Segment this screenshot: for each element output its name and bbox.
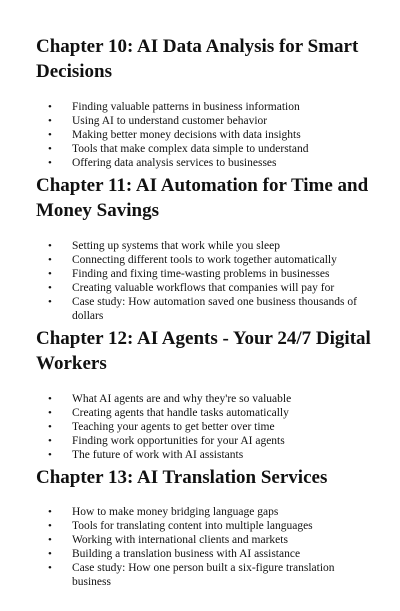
bullet-icon: • [48, 548, 52, 560]
list-item-text: Finding valuable patterns in business information [72, 101, 300, 113]
chapter-12-section [36, 326, 376, 462]
list-item-text: Creating agents that handle tasks automatically [72, 407, 289, 419]
list-item-text: Using AI to understand customer behavior [72, 115, 268, 127]
bullet-icon: • [48, 562, 52, 574]
chapter-10-title: Chapter 10: AI Data Analysis for Smart Decisions [36, 36, 359, 82]
bullet-icon: • [48, 449, 52, 461]
bullet-icon: • [48, 115, 52, 127]
list-item [36, 253, 376, 267]
list-item [36, 392, 376, 406]
bullet-icon: • [48, 240, 52, 252]
bullet-icon: • [48, 407, 52, 419]
list-item [36, 448, 376, 462]
bullet-icon: • [48, 157, 52, 169]
bullet-icon: • [48, 421, 52, 433]
list-item-text: How to make money bridging language gaps [72, 506, 279, 518]
list-item [36, 561, 376, 589]
chapter-13-section [36, 465, 376, 589]
bullet-icon: • [48, 296, 52, 308]
list-item [36, 420, 376, 434]
chapter-12-title: Chapter 12: AI Agents - Your 24/7 Digital Workers [36, 328, 371, 374]
list-item-text: Case study: How one person built a six-figure translation business [72, 562, 335, 588]
list-item [36, 547, 376, 561]
chapter-12-topic-list [36, 392, 376, 462]
list-item [36, 406, 376, 420]
list-item-text: Building a translation business with AI assistance [72, 548, 301, 560]
list-item [36, 114, 376, 128]
list-item [36, 505, 376, 519]
chapter-10-section [36, 34, 376, 170]
list-item-text: Creating valuable workflows that companies will pay for [72, 282, 335, 294]
list-item-text: Tools for translating content into multiple languages [72, 520, 313, 532]
list-item-text: Offering data analysis services to businesses [72, 157, 277, 169]
list-item [36, 142, 376, 156]
list-item-text: The future of work with AI assistants [72, 449, 244, 461]
list-item [36, 281, 376, 295]
list-item-text: Setting up systems that work while you sleep [72, 240, 280, 252]
chapter-10-topic-list [36, 100, 376, 170]
list-item-text: Finding work opportunities for your AI agents [72, 435, 285, 447]
chapter-11-section [36, 173, 376, 323]
list-item-text: What AI agents are and why they're so valuable [72, 393, 292, 405]
bullet-icon: • [48, 268, 52, 280]
list-item-text: Finding and fixing time-wasting problems in businesses [72, 268, 330, 280]
chapter-11-topic-list [36, 239, 376, 323]
list-item [36, 156, 376, 170]
bullet-icon: • [48, 282, 52, 294]
list-item-text: Connecting different tools to work together automatically [72, 254, 337, 266]
list-item [36, 295, 376, 323]
list-item [36, 128, 376, 142]
chapter-11-title: Chapter 11: AI Automation for Time and Money Savings [36, 175, 369, 221]
list-item [36, 533, 376, 547]
bullet-icon: • [48, 506, 52, 518]
list-item-text: Tools that make complex data simple to understand [72, 143, 309, 155]
list-item [36, 100, 376, 114]
bullet-icon: • [48, 534, 52, 546]
list-item [36, 434, 376, 448]
bullet-icon: • [48, 435, 52, 447]
list-item [36, 519, 376, 533]
chapter-13-topic-list [36, 505, 376, 589]
list-item-text: Making better money decisions with data insights [72, 129, 301, 141]
list-item-text: Case study: How automation saved one business thousands of dollars [72, 296, 357, 322]
bullet-icon: • [48, 393, 52, 405]
bullet-icon: • [48, 129, 52, 141]
list-item-text: Working with international clients and markets [72, 534, 288, 546]
list-item-text: Teaching your agents to get better over time [72, 421, 275, 433]
bullet-icon: • [48, 254, 52, 266]
list-item [36, 239, 376, 253]
chapter-13-title: Chapter 13: AI Translation Services [36, 467, 328, 488]
bullet-icon: • [48, 101, 52, 113]
bullet-icon: • [48, 520, 52, 532]
bullet-icon: • [48, 143, 52, 155]
list-item [36, 267, 376, 281]
document-page [36, 34, 376, 589]
